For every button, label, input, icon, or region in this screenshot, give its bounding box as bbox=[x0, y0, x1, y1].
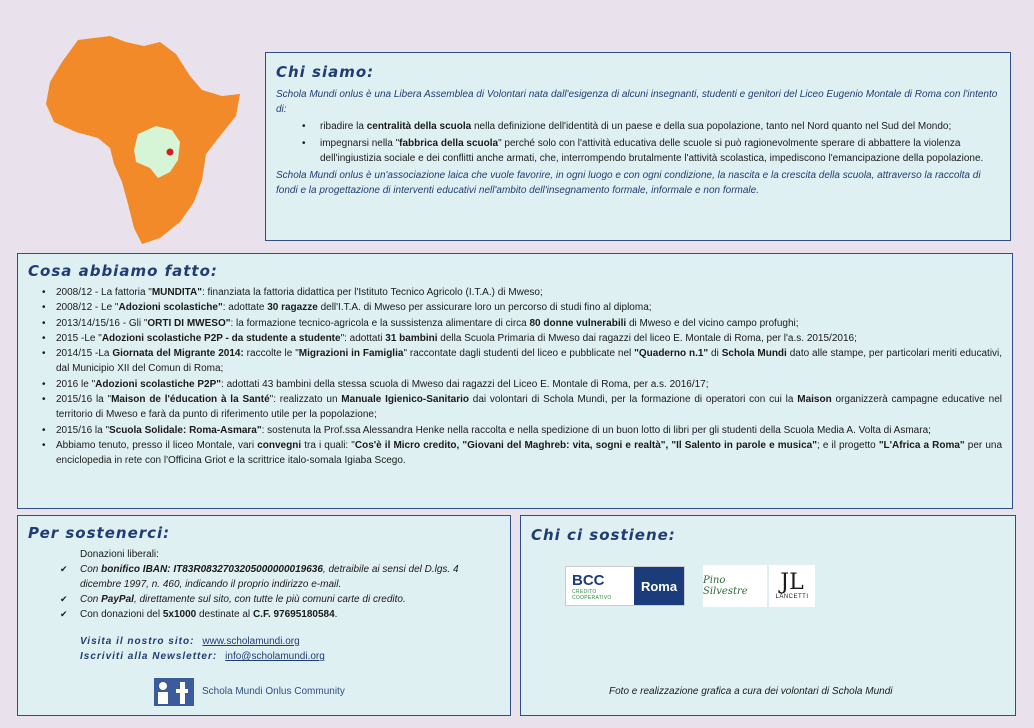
donazioni-heading: Donazioni liberali: bbox=[80, 549, 159, 560]
list-item: • ribadire la centralità della scuola nella definizione dell'identità di un paese e della sua popolazione, tanto nel Nord quanto nel Sud del Mondo; bbox=[302, 119, 998, 134]
chi-siamo-panel bbox=[265, 52, 1011, 241]
pino-label: Pino Silvestre bbox=[703, 575, 748, 597]
list-item: • 2014/15 -La Giornata del Migrante 2014: raccolte le "Migrazioni in Famiglia" raccontate dagli studenti del liceo e pubblicate nel "Quaderno n.1" di Schola Mundi dato alle stampe, per particolari meriti educativi, dal Municipio XII del Comun di Roma; bbox=[42, 346, 1002, 377]
list-item: • 2015/16 la "Maison de l'éducation à la Santé": realizzato un Manuale Igienico-Sanitario dai volontari di Schola Mundi, per la formazione di operatori con cui la Maison organizzerà campagne educative nel territorio di Mweso e farà da punto di riferimento utile per la popolazione; bbox=[42, 392, 1002, 423]
visita-label: Visita il nostro sito: bbox=[80, 636, 195, 647]
list-item: ✔ Con PayPal, direttamente sul sito, con tutte le più comuni carte di credito. bbox=[60, 592, 500, 607]
lancetti-mark: JL bbox=[780, 570, 804, 595]
list-item: • 2008/12 - La fattoria "MUNDITA": finanziata la fattoria didattica per l'Istituto Tecnico Agricolo (I.T.A.) di Mweso; bbox=[42, 285, 1002, 300]
chi-ci-title: Chi ci sostiene: bbox=[531, 526, 676, 544]
community-link[interactable] bbox=[154, 676, 345, 706]
list-item: ✔ Con donazioni del 5x1000 destinate al C.F. 97695180584. bbox=[60, 607, 500, 622]
community-label: Schola Mundi Onlus Community bbox=[202, 685, 345, 697]
pino-silvestre-logo bbox=[703, 565, 767, 607]
africa-map-icon bbox=[40, 32, 250, 247]
chi-siamo-list bbox=[302, 119, 998, 166]
chi-siamo-outro: Schola Mundi onlus è un'associazione laica che vuole favorire, in ogni luogo e con ogni condizione, la nascita e la crescita della scuola, attraverso la raccolta di fondi e la progettazione di interventi educativi nell'ambito dell'insegnamento formale, informale e non formale. bbox=[276, 170, 981, 196]
bcc-wordmark: BCC bbox=[572, 571, 605, 589]
list-item: • 2015/16 la "Scuola Solidale: Roma-Asmara": sostenuta la Prof.ssa Alessandra Henke nella raccolta e nella spedizione di un buon lotto di libri per gli studenti della Scuola Media A. Volta di Asmara; bbox=[42, 423, 1002, 438]
contact-links bbox=[80, 634, 500, 664]
list-item: • 2016 le "Adozioni scolastiche P2P": adottati 43 bambini della stessa scuola di Mweso dai ragazzi del Liceo E. Montale di Roma, per a.s. 2016/17; bbox=[42, 377, 1002, 392]
lancetti-label: LANCETTI bbox=[775, 594, 809, 600]
email-link[interactable]: info@scholamundi.org bbox=[225, 651, 325, 662]
lancetti-logo bbox=[769, 565, 815, 607]
sostenerci-title: Per sostenerci: bbox=[28, 524, 171, 542]
cosa-list bbox=[42, 285, 1002, 469]
roma-wordmark: Roma bbox=[634, 567, 684, 605]
bcc-roma-logo bbox=[565, 566, 685, 606]
list-item: • 2008/12 - Le "Adozioni scolastiche": adottate 30 ragazze dell'I.T.A. di Mweso per assicurare loro un percorso di studi fino al diploma; bbox=[42, 300, 1002, 315]
bcc-subtitle: CREDITO COOPERATIVO bbox=[572, 588, 612, 601]
list-item: • 2013/14/15/16 - Gli "ORTI DI MWESO": la formazione tecnico-agricola e la sussistenza alimentare di circa 80 donne vulnerabili di Mweso e del vicino campo profughi; bbox=[42, 316, 1002, 331]
list-item: • Abbiamo tenuto, presso il liceo Montale, vari convegni tra i quali: "Cos'è il Micro credito, "Giovani del Maghreb: vita, sogni e realtà", "Il Salento in parole e musica"; e il progetto "L'Africa a Roma" per una enciclopedia in rete con l'Officina Griot e la scrittrice italo-somala Igiaba Scego. bbox=[42, 438, 1002, 469]
facebook-icon bbox=[154, 676, 194, 706]
cosa-abbiamo-fatto-panel bbox=[17, 253, 1013, 509]
chi-siamo-intro: Schola Mundi onlus è una Libera Assemblea di Volontari nata dall'esigenza di alcuni insegnanti, studenti e genitori del Liceo Eugenio Montale di Roma con l'intento di: bbox=[276, 89, 998, 115]
list-item: • 2015 -Le "Adozioni scolastiche P2P - da studente a studente": adottati 31 bambini della Scuola Primaria di Mweso dai ragazzi del liceo E. Montale di Roma, per l'a.s. 2015/2016; bbox=[42, 331, 1002, 346]
site-link[interactable]: www.scholamundi.org bbox=[202, 636, 300, 647]
per-sostenerci-panel bbox=[17, 515, 511, 716]
cosa-title: Cosa abbiamo fatto: bbox=[28, 262, 218, 280]
list-item: • impegnarsi nella "fabbrica della scuola" perché solo con l'attività educativa delle scuole si può ragionevolmente sperare di abbattere la violenza dell'ingiustizia sociale e dei conflitti anche armati, che, interrompendo brutalmente l'attività scolastica, impediscono l'emancipazione della popolazione. bbox=[302, 136, 998, 166]
newsletter-label: Iscriviti alla Newsletter: bbox=[80, 651, 218, 662]
chi-ci-sostiene-panel bbox=[520, 515, 1016, 716]
list-item: ✔ Con bonifico IBAN: IT83R0832703205000000019636, detraibile ai sensi del D.lgs. 4 dicembre 1997, n. 460, indicando il proprio indirizzo e-mail. bbox=[60, 562, 500, 592]
donazioni-list bbox=[60, 562, 500, 622]
chi-siamo-title: Chi siamo: bbox=[276, 63, 375, 81]
credits-text: Foto e realizzazione grafica a cura dei volontari di Schola Mundi bbox=[609, 686, 893, 697]
